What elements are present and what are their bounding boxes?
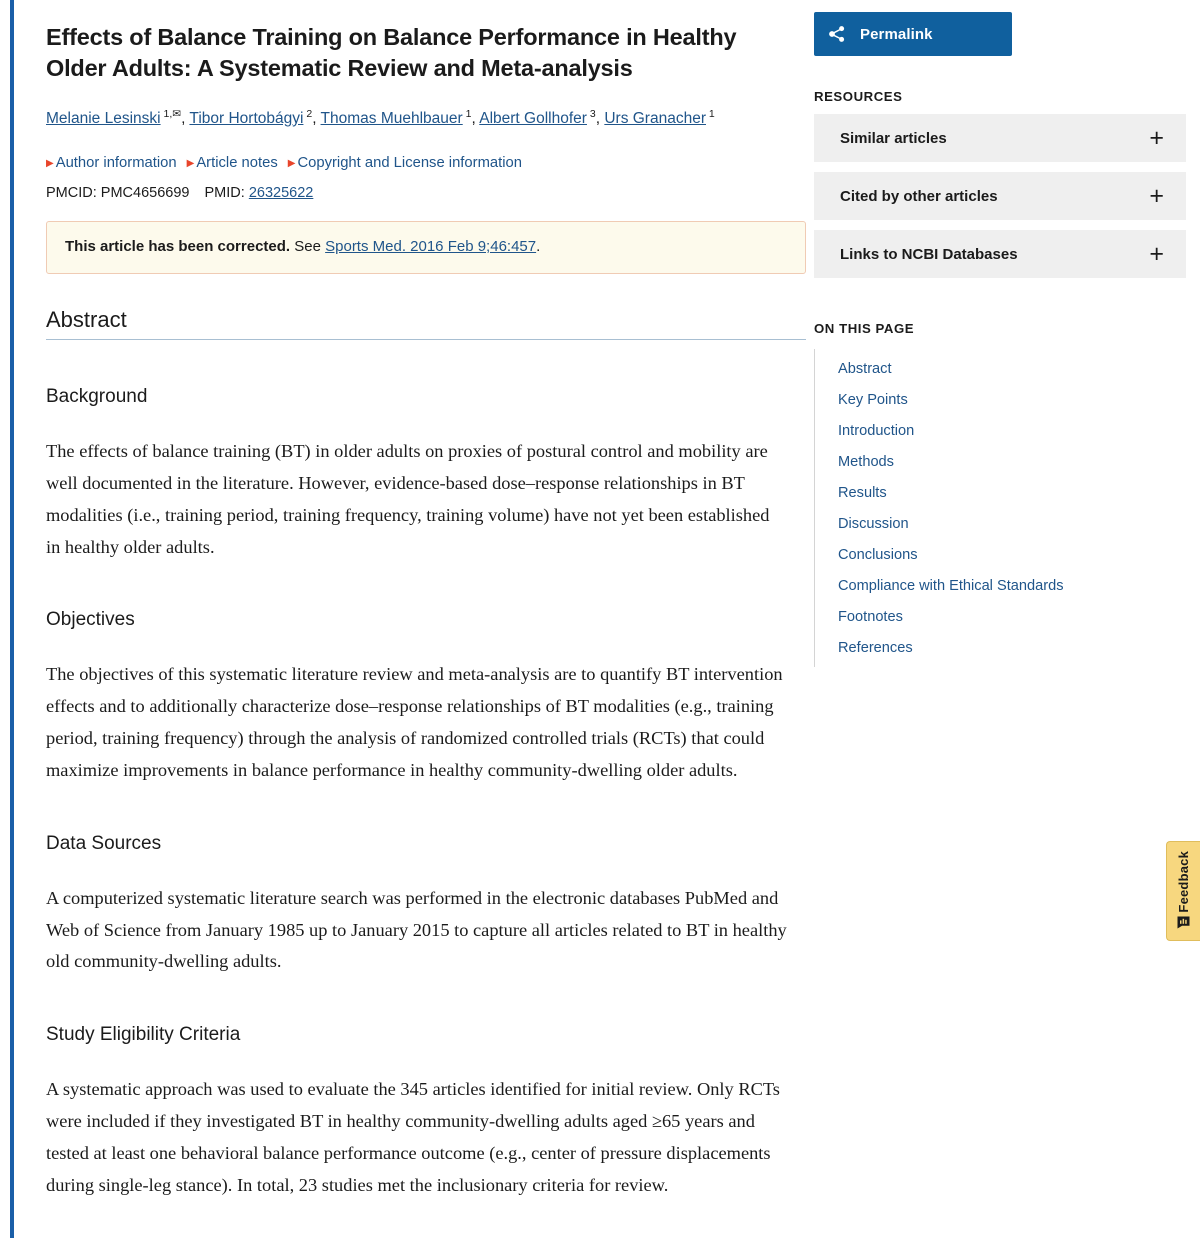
on-this-page-link[interactable]: Results bbox=[838, 484, 887, 501]
author-affiliation-marker: 1,✉ bbox=[160, 107, 182, 120]
triangle-right-icon: ▶ bbox=[186, 157, 195, 169]
author-link[interactable]: Tibor Hortobágyi bbox=[189, 109, 304, 127]
resource-accordion-label: Cited by other articles bbox=[840, 187, 998, 205]
on-this-page-link[interactable]: Discussion bbox=[838, 515, 909, 532]
author-separator: , bbox=[595, 109, 605, 127]
on-this-page-title: ON THIS PAGE bbox=[814, 321, 915, 336]
author-link[interactable]: Melanie Lesinski bbox=[46, 109, 161, 127]
pmid-link[interactable]: 26325622 bbox=[248, 185, 314, 202]
resource-accordion-label: Links to NCBI Databases bbox=[840, 245, 1018, 263]
on-this-page-link[interactable]: Footnotes bbox=[838, 608, 903, 625]
on-this-page-link[interactable]: Introduction bbox=[838, 422, 915, 439]
article-sidebar bbox=[814, 0, 1186, 667]
article-identifiers bbox=[46, 185, 806, 201]
on-this-page-link[interactable]: References bbox=[838, 639, 913, 656]
on-this-page-nav bbox=[814, 349, 1186, 667]
resources-accordion bbox=[814, 114, 1186, 278]
plus-icon[interactable]: + bbox=[1149, 181, 1164, 210]
abstract-section-heading: Data Sources bbox=[46, 832, 162, 854]
resource-accordion-label: Similar articles bbox=[840, 129, 947, 147]
author-separator: , bbox=[471, 109, 480, 127]
meta-link-item[interactable] bbox=[187, 155, 288, 171]
abstract-section-text: A computerized systematic literature search was performed in the electronic databases PubMed and Web of Science from January 1985 up to January 2015 to capture all articles related to BT in healthy old community-dwelling adults. bbox=[46, 887, 787, 972]
correction-period: . bbox=[536, 238, 541, 256]
feedback-tab[interactable] bbox=[1166, 841, 1200, 941]
meta-link[interactable]: Copyright and License information bbox=[297, 154, 522, 171]
author-affiliation-marker: 1 bbox=[462, 107, 472, 120]
resource-accordion-row[interactable] bbox=[814, 230, 1186, 278]
correction-see-text: See bbox=[290, 238, 326, 256]
on-this-page-link[interactable]: Compliance with Ethical Standards bbox=[838, 577, 1064, 594]
author-link[interactable]: Thomas Muehlbauer bbox=[320, 109, 463, 127]
plus-icon[interactable]: + bbox=[1149, 239, 1164, 268]
resources-title: RESOURCES bbox=[814, 89, 903, 104]
abstract-sections bbox=[46, 386, 806, 1201]
abstract-section-heading: Study Eligibility Criteria bbox=[46, 1024, 241, 1046]
feedback-label: Feedback bbox=[1176, 850, 1191, 913]
feedback-chart-icon bbox=[1177, 916, 1190, 931]
abstract-section-text: The objectives of this systematic literature review and meta-analysis are to quantify BT intervention effects and to additionally characterize dose–response relationships of BT modalities (e.g., training period, training frequency) through the analysis of randomized controlled trials (RCTs) that could maximize improvements in balance performance in healthy community-dwelling older adults. bbox=[46, 664, 783, 780]
correction-bold-text: This article has been corrected. bbox=[65, 238, 291, 256]
pmid-label: PMID: bbox=[204, 185, 245, 202]
plus-icon[interactable]: + bbox=[1149, 123, 1164, 152]
abstract-section-text: A systematic approach was used to evaluate the 345 articles identified for initial review. Only RCTs were included if they investigated BT in healthy community-dwelling adults aged ≥65 years and tested at least one behavioral balance performance outcome (e.g., center of pressure displacements during single-leg stance). In total, 23 studies met the inclusionary criteria for review. bbox=[46, 1079, 780, 1195]
meta-link-item[interactable] bbox=[288, 155, 532, 171]
author-affiliation-marker: 3 bbox=[586, 107, 596, 120]
author-separator: , bbox=[312, 109, 321, 127]
share-icon bbox=[814, 25, 860, 43]
abstract-section-heading: Objectives bbox=[46, 609, 135, 631]
on-this-page-link[interactable]: Abstract bbox=[838, 360, 892, 377]
abstract-section-heading: Background bbox=[46, 386, 148, 408]
author-affiliation-marker: 1 bbox=[706, 107, 715, 120]
permalink-label: Permalink bbox=[860, 25, 933, 43]
author-link[interactable]: Albert Gollhofer bbox=[479, 109, 587, 127]
on-this-page-link[interactable]: Key Points bbox=[838, 391, 908, 408]
abstract-heading: Abstract bbox=[46, 307, 806, 340]
pmcid-label: PMCID: bbox=[46, 185, 97, 202]
correction-notice bbox=[46, 221, 806, 274]
author-list bbox=[46, 107, 806, 130]
meta-link-item[interactable] bbox=[46, 155, 187, 171]
on-this-page-link[interactable]: Methods bbox=[838, 453, 894, 470]
article-meta-links bbox=[46, 152, 806, 174]
pmcid-value: PMC4656699 bbox=[100, 185, 190, 202]
article-main-column bbox=[46, 0, 806, 1202]
author-link[interactable]: Urs Granacher bbox=[604, 109, 706, 127]
on-this-page-link[interactable]: Conclusions bbox=[838, 546, 918, 563]
triangle-right-icon: ▶ bbox=[46, 157, 54, 169]
correction-link[interactable]: Sports Med. 2016 Feb 9;46:457 bbox=[325, 238, 537, 256]
permalink-button[interactable] bbox=[814, 12, 1012, 56]
abstract-section-text: The effects of balance training (BT) in older adults on proxies of postural control and mobility are well documented in the literature. However, evidence-based dose–response relationships in BT modalities (i.e., training period, training frequency, training volume) have not yet been established in healthy older adults. bbox=[46, 441, 770, 557]
resource-accordion-row[interactable] bbox=[814, 172, 1186, 220]
meta-link[interactable]: Author information bbox=[55, 154, 177, 171]
triangle-right-icon: ▶ bbox=[287, 157, 296, 169]
meta-link[interactable]: Article notes bbox=[196, 154, 278, 171]
resource-accordion-row[interactable] bbox=[814, 114, 1186, 162]
author-affiliation-marker: 2 bbox=[303, 107, 313, 120]
page-title: Effects of Balance Training on Balance Performance in Healthy Older Adults: A Systematic Review and Meta-analysis bbox=[46, 24, 737, 82]
author-separator: , bbox=[181, 109, 190, 127]
